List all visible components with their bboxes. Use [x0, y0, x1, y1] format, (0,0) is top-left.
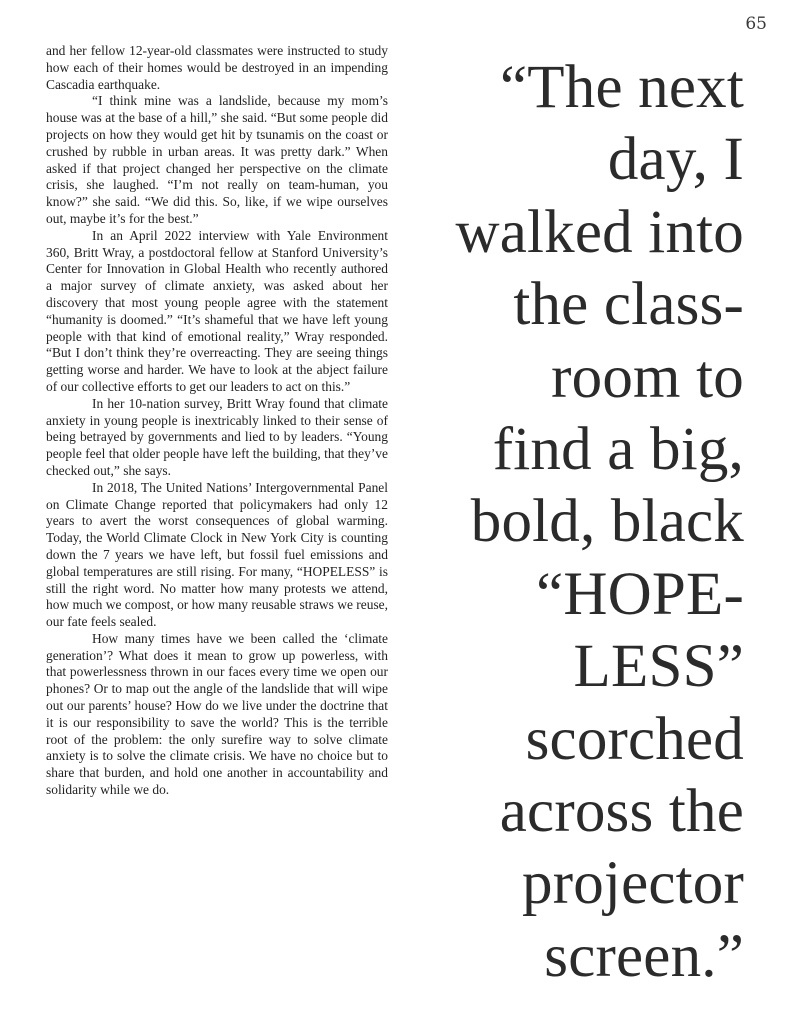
pull-quote — [410, 52, 744, 993]
article-paragraph: In 2018, The United Nations’ Intergovernmental Panel on Climate Change reported that policymakers had only 12 years to avert the worst consequences of global warming. Today, the World Climate Clock in New York City is counting down the 7 years we have left, but fossil fuel emissions and global temperatures are still rising. For many, “HOPELESS” is still the right word. No matter how many protests we attend, how much we compost, or how many reusable straws we reuse, our fate feels sealed. — [46, 479, 388, 630]
pull-quote-line: find a big, — [492, 416, 744, 484]
article-paragraph: In her 10-nation survey, Britt Wray found that climate anxiety in young people is inextricably linked to their sense of being betrayed by governments and lied to by leaders. “Young people feel that older people have left the building, that they’ve checked out,” she says. — [46, 395, 388, 478]
pull-quote-line: across the — [499, 778, 744, 846]
pull-quote-line: scorched — [525, 705, 744, 773]
pull-quote-line: walked into — [455, 198, 744, 266]
pull-quote-line: day, I — [607, 126, 744, 194]
pull-quote-line: “HOPE- — [536, 560, 744, 628]
pull-quote-line: bold, black — [470, 488, 744, 556]
article-paragraph: In an April 2022 interview with Yale Environment 360, Britt Wray, a postdoctoral fellow at Stanford University’s Center for Innovation in Global Health who recently authored a major survey of climate anxiety, was asked about her discovery that most young people agree with the statement “humanity is doomed.” “It’s shameful that we have left young people with that kind of emotional reality,” Wray responded. “But I don’t think they’re overreacting. They are seeing things getting worse and harder. We have to look at the abject failure of our collective efforts to get our leaders to act on this.” — [46, 227, 388, 394]
article-paragraph: “I think mine was a landslide, because my mom’s house was at the base of a hill,” she said. “But some people did projects on how they would get hit by tsunamis on the coast or crushed by rubble in urban areas. It was pretty dark.” When asked if that project changed her perspective on the climate crisis, she laughed. “I’m not really on team-human, you know?” she said. “We did this. So, like, if we wipe ourselves out, maybe it’s for the best.” — [46, 93, 388, 226]
pull-quote-line: projector — [522, 850, 744, 918]
pull-quote-line: screen.” — [544, 922, 744, 990]
page-number: 65 — [745, 14, 767, 34]
pull-quote-line: LESS” — [573, 633, 744, 701]
pull-quote-line: room to — [551, 343, 744, 411]
pull-quote-line: the class- — [513, 271, 744, 339]
pull-quote-line: “The next — [500, 54, 744, 121]
article-body — [46, 43, 388, 799]
article-paragraph: How many times have we been called the ‘climate generation’? What does it mean to grow up powerless, with that powerlessness thrown in our faces every time we open our phones? Or to map out the angle of the landslide that will wipe out our parents’ house? How do we live under the doctrine that it is our responsibility to save the world? This is the terrible root of the problem: the only surefire way to solve climate anxiety is to solve the climate crisis. We have no choice but to share that burden, and hold one another in accountability and solidarity while we do. — [46, 630, 388, 798]
article-paragraph: and her fellow 12-year-old classmates were instructed to study how each of their homes would be destroyed in an impending Cascadia earthquake. — [46, 43, 388, 92]
